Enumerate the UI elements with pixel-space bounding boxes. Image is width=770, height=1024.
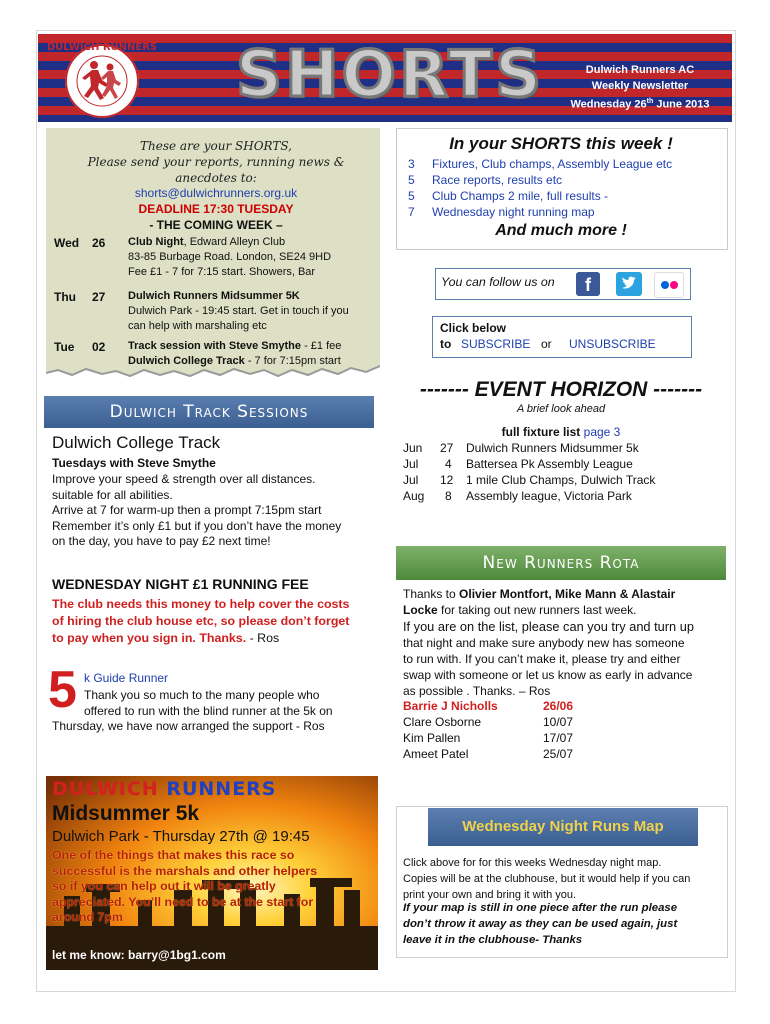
poster-when: Dulwich Park - Thursday 27th @ 19:45 [52,828,310,845]
contents-page: 7 [408,205,415,219]
rota-date: 10/07 [543,715,574,729]
rota-thanks-cont: Locke for taking out new runners last week. [403,603,637,617]
flickr-icon[interactable] [654,272,684,298]
fixture-day: 4 [445,457,452,471]
rota-name: Kim Pallen [403,731,461,745]
event-day: Tue [54,340,75,354]
contents-page: 3 [408,157,415,171]
contents-link[interactable]: Race reports, results etc [432,173,563,187]
fixture-month: Jun [403,441,423,455]
poster-brand: DULWICH RUNNERS [52,778,277,800]
event-details: Club Night, Edward Alleyn Club 83-85 Burbage Road. London, SE24 9HD Fee £1 - 7 for 7:15 start. Showers, Bar [128,236,332,278]
night-runs-map-button[interactable]: Wednesday Night Runs Map [428,808,698,846]
fixture-day: 12 [440,473,454,487]
event-date: 02 [92,340,106,354]
fixture-event: Assembly league, Victoria Park [466,489,632,503]
full-fixture-line: full fixture list page 3 [501,425,621,439]
rota-date: 26/06 [543,699,574,713]
subscribe-to: to [440,337,452,351]
event-details: Dulwich Runners Midsummer 5K Dulwich Park - 19:45 start. Get in touch if you can help with marshaling etc [128,290,349,332]
logo-lettering: DULWICH RUNNERS [48,42,156,53]
deadline-text: DEADLINE 17:30 TUESDAY [138,202,294,216]
facebook-icon[interactable]: f [576,272,600,296]
fee-title: WEDNESDAY NIGHT £1 RUNNING FEE [52,576,309,592]
poster-event: Midsummer 5k [52,802,200,825]
subscribe-link[interactable]: SUBSCRIBE [461,337,531,351]
rota-thanks: Thanks to Olivier Montfort, Mike Mann & Alastair [403,587,676,601]
fixture-page-link[interactable]: page 3 [583,425,621,439]
track-sessions-banner: Dulwich Track Sessions [44,396,374,428]
subscribe-heading: Click below [440,321,507,335]
event-horizon-subtitle: A brief look ahead [516,403,606,415]
guide-title: k Guide Runner [84,671,169,685]
event-details: Track session with Steve Smythe - £1 fee Dulwich College Track - 7 for 7:15pm start [128,340,342,367]
event-day: Thu [54,290,76,304]
contents-title: In your SHORTS this week ! [449,134,673,153]
contents-page: 5 [408,189,415,203]
poster-contact: let me know: barry@1bg1.com [52,948,226,962]
fixture-event: Dulwich Runners Midsummer 5k [466,441,639,455]
shorts-email-link[interactable]: shorts@dulwichrunners.org.uk [134,186,298,200]
or-text: or [541,337,552,351]
track-subtitle: Tuesdays with Steve Smythe [52,456,216,470]
fixture-day: 8 [445,489,452,503]
map-description: Click above for for this weeks Wednesday night map. Copies will be at the clubhouse, but it would help if you can print your own and bring it with you. [403,857,691,901]
map-reuse-note: If your map is still in one piece after the run please don’t throw it away as they can be used again, just leave it in the clubhouse- Thanks [403,902,678,946]
event-horizon-title: ------- EVENT HORIZON ------- [419,378,703,401]
newsletter-title: SHORTS [235,38,545,112]
fixture-event: Battersea Pk Assembly League [466,457,633,471]
guide-text-end: Thursday, we have now arranged the support - Ros [52,719,325,733]
new-runners-rota-banner: New Runners Rota [396,546,726,580]
fixture-day: 27 [440,441,454,455]
issue-date: Wednesday 26th June 2013 [570,98,710,111]
guide-text: Thank you so much to the many people who offered to run with the blind runner at the 5k on [84,688,333,718]
club-name: Dulwich Runners AC [585,64,695,76]
contents-link[interactable]: Club Champs 2 mile, full results - [432,189,609,203]
unsubscribe-link[interactable]: UNSUBSCRIBE [569,337,656,351]
follow-text: You can follow us on [441,275,555,289]
and-much-more: And much more ! [495,222,627,239]
rota-date: 25/07 [543,747,574,761]
event-day: Wed [54,236,80,250]
midsummer-poster[interactable] [46,776,378,970]
rota-name: Clare Osborne [403,715,482,729]
fee-text: The club needs this money to help cover the costs of hiring the club house etc, so please don’t forget to pay when you sign in. Thanks. - Ros [52,597,350,645]
event-date: 26 [92,236,106,250]
rota-instructions: If you are on the list, please can you try and turn up that night and make sure anybody new has someone to run with. If you can’t make it, please try and either swap with someone or let us know as early in advance as possible . Thanks. – Ros [403,619,694,698]
twitter-icon[interactable] [616,272,642,296]
poster-body: One of the things that makes this race so successful is the marshals and other helpers so if you can help out it will be greatly appreciated. You’ll need to be at the start for around 7pm [52,848,318,925]
newsletter-type: Weekly Newsletter [591,80,689,92]
masthead-info [560,62,720,113]
track-description: Improve your speed & strength over all distances. suitable for all abilities. Arrive at 7 for warm-up then a prompt 7:15pm start Remember it’s only £1 but if you don’t have the money on the day, you have to pay £2 next time! [52,472,342,549]
rota-date: 17/07 [543,731,574,745]
rota-name: Barrie J Nicholls [403,699,498,713]
club-logo [48,36,156,120]
coming-week-heading: - THE COMING WEEK – [149,218,283,232]
fixture-month: Jul [403,457,419,471]
rota-name: Ameet Patel [403,747,469,761]
contents-link[interactable]: Fixtures, Club champs, Assembly League etc [432,157,673,171]
contents-link[interactable]: Wednesday night running map [432,205,595,219]
dropcap-five: 5 [48,661,77,719]
intro-text: These are your SHORTS, Please send your reports, running news & anecdotes to: [87,139,345,185]
event-date: 27 [92,290,106,304]
fixture-event: 1 mile Club Champs, Dulwich Track [466,473,656,487]
fixture-month: Aug [403,489,425,503]
contents-page: 5 [408,173,415,187]
fixture-month: Jul [403,473,419,487]
track-title: Dulwich College Track [52,433,221,452]
